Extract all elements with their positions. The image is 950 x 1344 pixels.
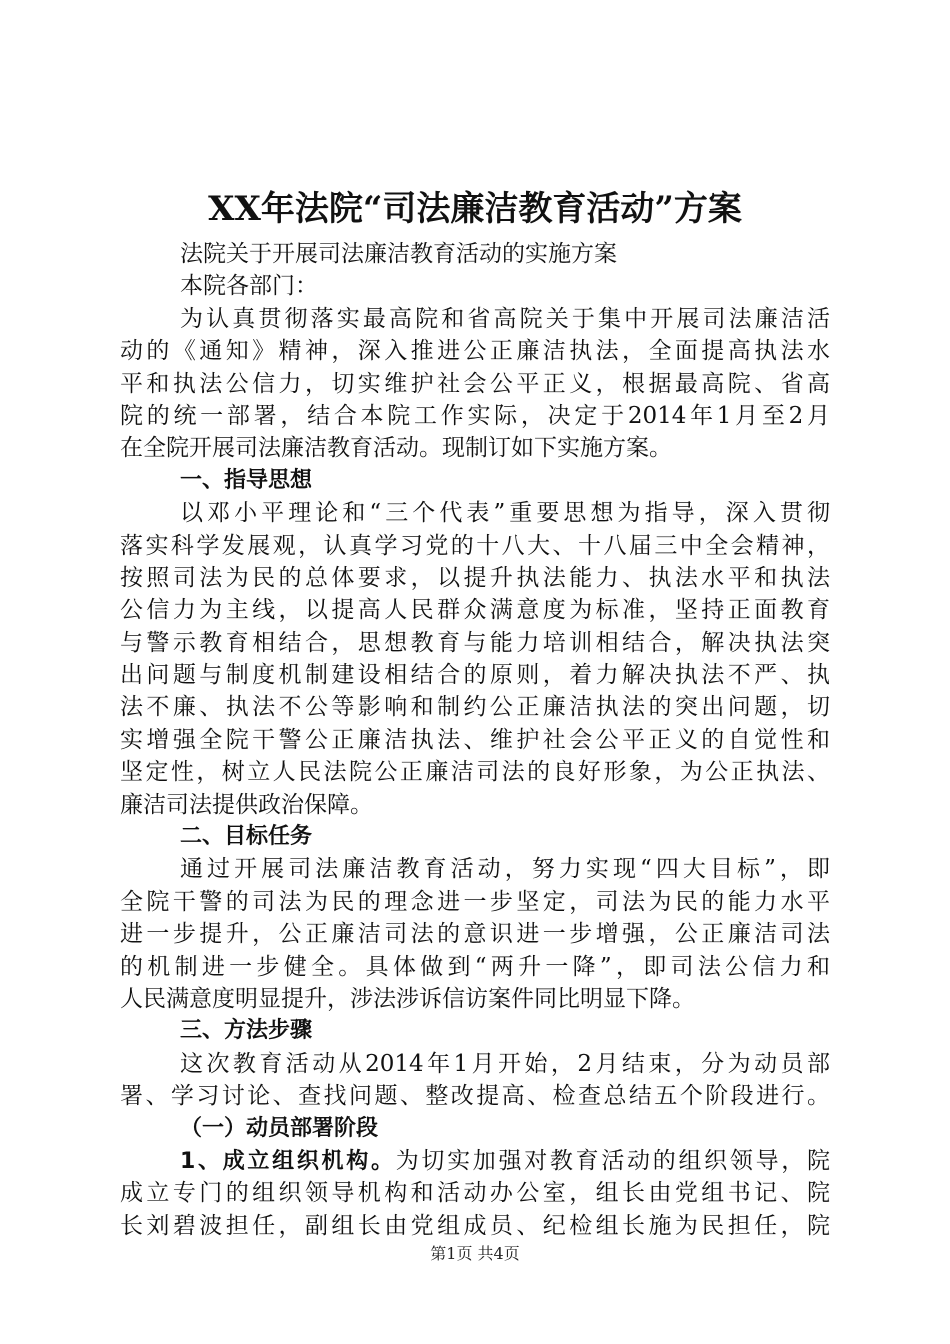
paragraph-line: 院的统一部署，结合本院工作实际，决定于2014年1月至2月 bbox=[120, 402, 830, 429]
paragraph-line: 长刘碧波担任，副组长由党组成员、纪检组长施为民担任，院 bbox=[120, 1212, 830, 1239]
paragraph-line: 这次教育活动从2014年1月开始，2月结束，分为动员部 bbox=[180, 1050, 830, 1077]
paragraph-line: 为认真贯彻落实最高院和省高院关于集中开展司法廉洁活 bbox=[180, 305, 830, 332]
paragraph-line: 署、学习讨论、查找问题、整改提高、检查总结五个阶段进行。 bbox=[120, 1083, 830, 1110]
paragraph-line: 进一步提升，公正廉洁司法的意识进一步增强，公正廉洁司法 bbox=[120, 921, 830, 948]
subsection-heading: （一）动员部署阶段 bbox=[180, 1115, 379, 1141]
item-text: 为切实加强对教育活动的组织领导，院 bbox=[395, 1147, 831, 1174]
paragraph-line: 全院干警的司法为民的理念进一步坚定，司法为民的能力水平 bbox=[120, 888, 830, 915]
paragraph-line: 人民满意度明显提升，涉法涉诉信访案件同比明显下降。 bbox=[120, 985, 695, 1012]
section-heading: 三、方法步骤 bbox=[180, 1018, 313, 1044]
page-footer: 第1页 共4页 bbox=[430, 1244, 520, 1263]
paragraph-line: 与警示教育相结合，思想教育与能力培训相结合，解决执法突 bbox=[120, 629, 830, 656]
paragraph-line: 通过开展司法廉洁教育活动，努力实现“四大目标”，即 bbox=[180, 856, 830, 883]
paragraph-line: 在全院开展司法廉洁教育活动。现制订如下实施方案。 bbox=[120, 435, 672, 462]
paragraph-line: 坚定性，树立人民法院公正廉洁司法的良好形象，为公正执法、 bbox=[120, 759, 830, 786]
section-heading: 二、目标任务 bbox=[180, 824, 313, 850]
paragraph-line: 以邓小平理论和“三个代表”重要思想为指导，深入贯彻 bbox=[180, 500, 830, 527]
paragraph-line: 的机制进一步健全。具体做到“两升一降”，即司法公信力和 bbox=[120, 953, 830, 980]
paragraph-line: 按照司法为民的总体要求，以提升执法能力、执法水平和执法 bbox=[120, 564, 830, 591]
paragraph-line: 落实科学发展观，认真学习党的十八大、十八届三中全会精神， bbox=[120, 532, 830, 559]
subtitle-line: 法院关于开展司法廉洁教育活动的实施方案 bbox=[180, 241, 617, 267]
paragraph-line: 出问题与制度机制建设相结合的原则，着力解决执法不严、执 bbox=[120, 662, 830, 689]
paragraph-line: 动的《通知》精神，深入推进公正廉洁执法，全面提高执法水 bbox=[120, 338, 830, 365]
paragraph-line: 平和执法公信力，切实维护社会公平正义，根据最高院、省高 bbox=[120, 370, 830, 397]
document-body bbox=[120, 238, 830, 1242]
paragraph-line bbox=[120, 1145, 830, 1177]
paragraph-line: 实增强全院干警公正廉洁执法、维护社会公平正义的自觉性和 bbox=[120, 726, 830, 753]
paragraph-line: 廉洁司法提供政治保障。 bbox=[120, 791, 373, 818]
salutation-line: 本院各部门： bbox=[180, 273, 318, 300]
paragraph-line: 成立专门的组织领导机构和活动办公室，组长由党组书记、院 bbox=[120, 1180, 830, 1207]
paragraph-line: 法不廉、执法不公等影响和制约公正廉洁执法的突出问题，切 bbox=[120, 694, 830, 721]
paragraph-line: 公信力为主线，以提高人民群众满意度为标准，坚持正面教育 bbox=[120, 597, 830, 624]
item-heading: 1、成立组织机构。 bbox=[180, 1148, 396, 1174]
section-heading: 一、指导思想 bbox=[180, 467, 313, 493]
document-title: XX年法院“司法廉洁教育活动”方案 bbox=[208, 189, 742, 229]
